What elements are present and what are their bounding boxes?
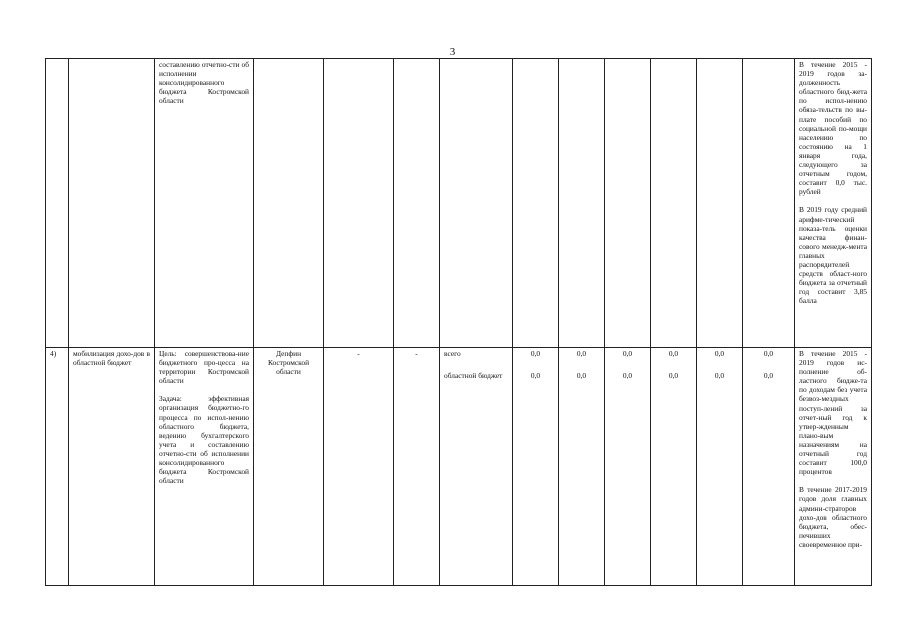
value-regional: 0,0 xyxy=(668,371,679,380)
value-regional: 0,0 xyxy=(530,371,541,380)
cell-value xyxy=(559,348,605,586)
value-total: 0,0 xyxy=(576,349,587,358)
cell-value xyxy=(513,348,559,586)
cell-value xyxy=(651,348,697,586)
cell-value xyxy=(513,59,559,348)
source-regional: областной бюджет xyxy=(444,371,503,380)
table-row xyxy=(46,348,872,586)
cell-value xyxy=(605,348,651,586)
value-total: 0,0 xyxy=(714,349,725,358)
cell-result xyxy=(795,59,872,348)
value-regional: 0,0 xyxy=(622,371,633,380)
value-regional: 0,0 xyxy=(714,371,725,380)
value-regional: 0,0 xyxy=(763,371,774,380)
cell-end: - xyxy=(394,348,440,586)
cell-value xyxy=(697,59,743,348)
program-measures-table xyxy=(45,58,872,586)
cell-measure xyxy=(69,59,155,348)
cell-source xyxy=(440,59,513,348)
value-regional: 0,0 xyxy=(576,371,587,380)
cell-executor xyxy=(254,59,324,348)
task-text: Задача: эффективная организация бюджетно-го процесса по испол-нению областного бюджета, ведению бухгалтерского учета и составлению отчетно-сти об исполнении консолидированного бюджета Костромской области xyxy=(159,394,249,486)
goal-text: Цель: совершенствова-ние бюджетного про-цесса на территории Костромской области xyxy=(159,349,249,386)
cell-objective: составлению отчетно-сти об исполнении консолидированного бюджета Костромской области xyxy=(155,59,254,348)
cell-objective xyxy=(155,348,254,586)
value-total: 0,0 xyxy=(763,349,774,358)
cell-value xyxy=(743,348,795,586)
result-paragraph: В течение 2015 - 2019 годов за-долженность областного бюд-жета по испол-нению обяза-тельств по вы-плате пособий по социальной по-мощи населению по состоянию на 1 января года, следующего за отчетным годом, составит 0,0 тыс. рублей xyxy=(799,60,867,197)
cell-measure: мобилизация дохо-дов в областной бюджет xyxy=(69,348,155,586)
cell-value xyxy=(743,59,795,348)
value-total: 0,0 xyxy=(668,349,679,358)
cell-start xyxy=(324,59,394,348)
cell-number: 4) xyxy=(46,348,69,586)
cell-source xyxy=(440,348,513,586)
cell-value xyxy=(697,348,743,586)
result-paragraph: В 2019 году средний арифме-тический показа-тель оценки качества финан-сового менедж-мента главных распорядителей средств област-ного бюджета за отчетный год составит 3,85 балла xyxy=(799,205,867,306)
table-row xyxy=(46,59,872,348)
cell-end xyxy=(394,59,440,348)
result-paragraph: В течение 2015 - 2019 годов ис-полнение об-ластного бюдже-та по доходам без учета безвоз-мездных поступ-лений за отчет-ный год к утвер-жденным плано-вым назначениям на отчетный год составит 100,0 процентов xyxy=(799,349,867,477)
cell-executor: Депфин Костромской области xyxy=(254,348,324,586)
result-paragraph: В течение 2017-2019 годов доля главных админи-страторов дохо-дов областного бюджета, обес-печивших своевременное при- xyxy=(799,485,867,549)
cell-value xyxy=(559,59,605,348)
value-total: 0,0 xyxy=(622,349,633,358)
cell-start: - xyxy=(324,348,394,586)
cell-result xyxy=(795,348,872,586)
source-total: всего xyxy=(444,349,461,358)
cell-value xyxy=(605,59,651,348)
cell-number xyxy=(46,59,69,348)
page-number: 3 xyxy=(449,46,456,58)
cell-value xyxy=(651,59,697,348)
value-total: 0,0 xyxy=(530,349,541,358)
